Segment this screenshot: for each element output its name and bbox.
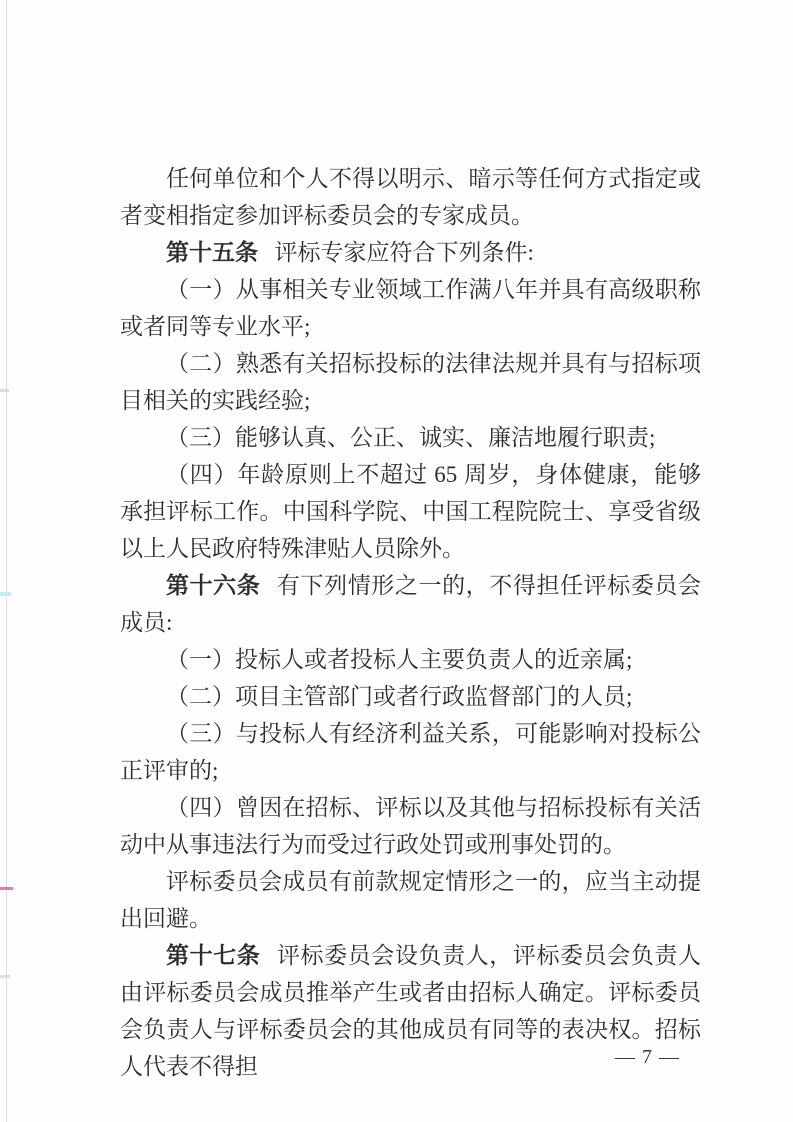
paragraph-text: （二）熟悉有关招标投标的法律法规并具有与招标项目相关的实践经验; — [120, 351, 701, 413]
paragraph-item-1 — [120, 641, 701, 678]
paragraph-item-2 — [120, 345, 701, 419]
paragraph-text: （三）能够认真、公正、诚实、廉洁地履行职责; — [166, 425, 656, 450]
paragraph — [120, 160, 701, 234]
paragraph-item-4 — [120, 456, 701, 567]
paragraph-text: （一）从事相关专业领域工作满八年并具有高级职称或者同等专业水平; — [120, 277, 701, 339]
scan-mark-pink-faint — [0, 975, 10, 978]
page-number: — 7 — — [615, 1046, 680, 1068]
paragraph-text: 评标委员会设负责人，评标委员会负责人由评标委员会成员推举产生或者由招标人确定。评标委员会负责人与评标委员会的其他成员有同等的表决权。招标人代表不得担 — [120, 943, 702, 1079]
paragraph-item-3 — [120, 715, 701, 789]
article-16-heading: 第十六条 — [166, 572, 261, 598]
paragraph-text: （一）投标人或者投标人主要负责人的近亲属; — [166, 647, 633, 672]
paragraph-item-4 — [120, 789, 701, 863]
paragraph-text: 评标专家应符合下列条件: — [274, 240, 534, 265]
article-17-heading: 第十七条 — [166, 942, 261, 968]
article-15-heading: 第十五条 — [166, 239, 258, 265]
paragraph-text: 任何单位和个人不得以明示、暗示等任何方式指定或者变相指定参加评标委员会的专家成员。 — [120, 166, 701, 228]
paragraph — [120, 863, 701, 937]
body-text — [120, 160, 701, 1085]
paragraph-article-16 — [120, 567, 701, 641]
scan-mark-cyan — [0, 592, 11, 596]
scan-mark-blue — [0, 389, 9, 392]
scan-edge-line — [6, 0, 7, 1122]
paragraph-text: （三）与投标人有经济利益关系，可能影响对投标公正评审的; — [120, 721, 701, 783]
paragraph-text: （四）曾因在招标、评标以及其他与招标投标有关活动中从事违法行为而受过行政处罚或刑事处罚的。 — [120, 795, 701, 857]
paragraph-item-3 — [120, 419, 701, 456]
paragraph-text: （二）项目主管部门或者行政监督部门的人员; — [166, 684, 633, 709]
paragraph-text: （四）年龄原则上不超过 65 周岁，身体健康，能够承担评标工作。中国科学院、中国工程院院士、享受省级以上人民政府特殊津贴人员除外。 — [120, 462, 701, 561]
paragraph-item-2 — [120, 678, 701, 715]
paragraph-text: 有下列情形之一的，不得担任评标委员会成员: — [120, 573, 702, 635]
scan-mark-pink — [0, 887, 13, 890]
paragraph-item-1 — [120, 271, 701, 345]
paragraph-article-15 — [120, 234, 701, 271]
paragraph-text: 评标委员会成员有前款规定情形之一的，应当主动提出回避。 — [120, 869, 701, 931]
paragraph-article-17 — [120, 937, 701, 1085]
